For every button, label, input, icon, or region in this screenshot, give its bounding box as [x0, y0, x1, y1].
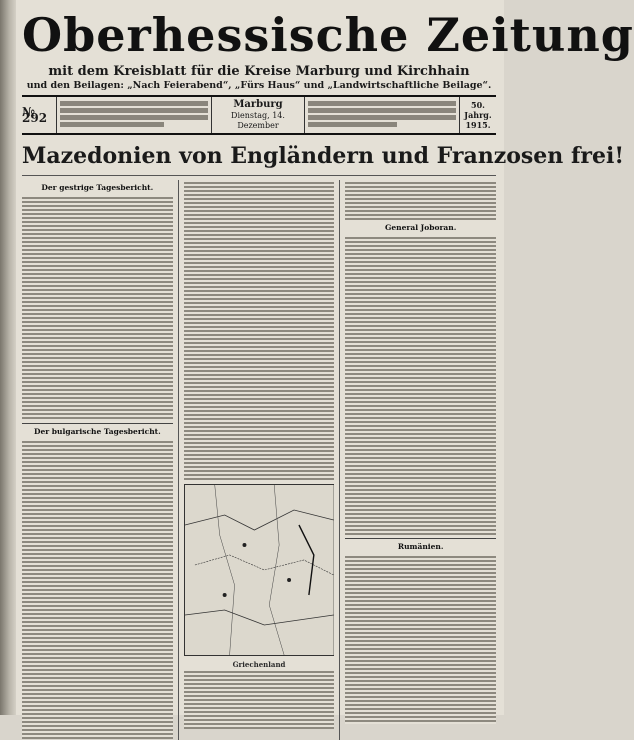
- section-title: Der gestrige Tagesbericht.: [41, 183, 154, 192]
- text-block: [184, 180, 335, 480]
- column-separator: [178, 180, 179, 740]
- issue-number: № 292: [22, 97, 57, 133]
- city-name: Marburg: [233, 99, 283, 110]
- advertising-info: [305, 97, 460, 133]
- map-graphic: [185, 485, 334, 655]
- column-1: [22, 180, 173, 740]
- dateline: [212, 97, 305, 133]
- text-block: [345, 235, 496, 535]
- text-block: [22, 195, 173, 420]
- subscription-info: [57, 97, 212, 133]
- volume-label: 50. Jahrg.: [464, 100, 492, 120]
- text-block: [184, 669, 335, 729]
- divider: [22, 423, 173, 424]
- divider: [345, 538, 496, 539]
- text-block: [345, 180, 496, 220]
- masthead-supplements: und den Beilagen: „Nach Feierabend“, „Fürs Haus“ und „Landwirtschaftliche Beilage“.: [26, 80, 492, 91]
- map-label: Griechenland: [232, 660, 286, 669]
- main-headline: Mazedonien von Engländern und Franzosen frei!: [22, 141, 496, 176]
- masthead-subtitle: mit dem Kreisblatt für die Kreise Marburg und Kirchhain: [48, 64, 470, 79]
- section-subtitle: Der bulgarische Tagesbericht.: [33, 427, 161, 436]
- issue-date: Dienstag, 14. Dezember: [231, 111, 285, 130]
- balkan-map: [184, 484, 335, 656]
- text-block: [22, 439, 173, 739]
- section-title: Rumänien.: [397, 542, 444, 551]
- article-columns: [22, 180, 496, 740]
- masthead-title: Oberhessische Zeitung: [22, 8, 634, 62]
- column-2: [184, 180, 335, 740]
- text-block: [345, 554, 496, 724]
- volume-year: [460, 97, 496, 133]
- binding-edge: [0, 0, 16, 715]
- year-label: 1915.: [465, 120, 491, 130]
- info-bar: [22, 95, 496, 135]
- column-3: [345, 180, 496, 740]
- section-title: General Joboran.: [385, 223, 457, 232]
- column-separator: [339, 180, 340, 740]
